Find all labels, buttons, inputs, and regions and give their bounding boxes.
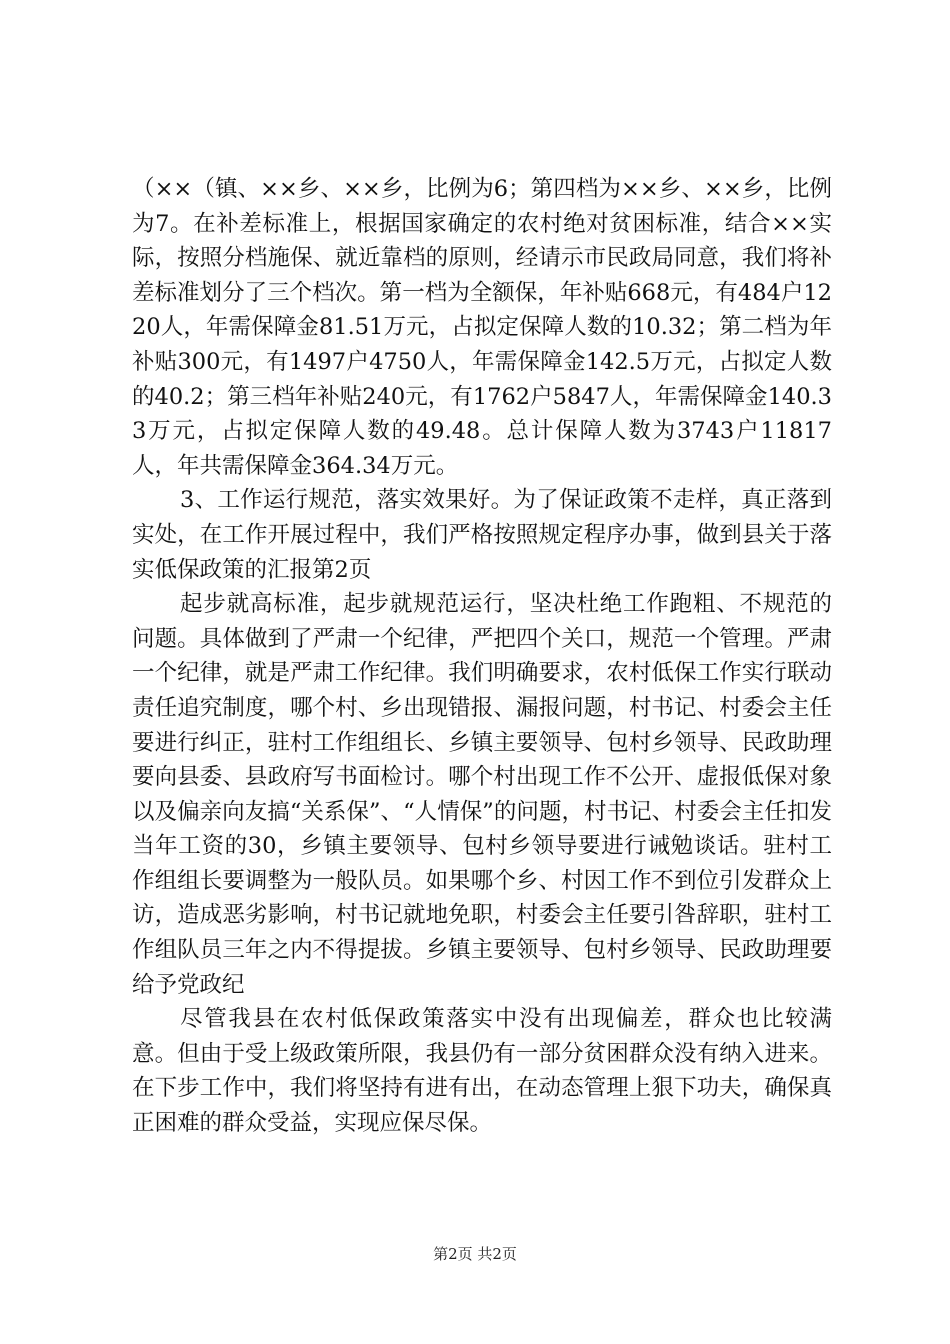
paragraph-1: （××（镇、××乡、××乡，比例为6；第四档为××乡、××乡，比例为7。在补差标准上，根据国家确定的农村绝对贫困标准，结合××实际，按照分档施保、就近靠档的原则，经请示市民政局同意，我们将补差标准划分了三个档次。第一档为全额保，年补贴668元，有484户1220人，年需保障金81.51万元，占拟定保障人数的10.32；第二档为年补贴300元，有1497户4750人，年需保障金142.5万元，占拟定人数的40.2；第三档年补贴240元，有1762户5847人，年需保障金140.33万元，占拟定保障人数的49.48。总计保障人数为3743户11817人，年共需保障金364.34万元。 [132, 176, 832, 479]
paragraph-4: 尽管我县在农村低保政策落实中没有出现偏差，群众也比较满意。但由于受上级政策所限，我县仍有一部分贫困群众没有纳入进来。在下步工作中，我们将坚持有进有出，在动态管理上狠下功夫，确保真正困难的群众受益，实现应保尽保。 [132, 1006, 832, 1137]
page-footer: 第2页 共2页 [433, 1245, 517, 1263]
paragraph-2: 3、工作运行规范，落实效果好。为了保证政策不走样，真正落到实处，在工作开展过程中，我们严格按照规定程序办事，做到县关于落实低保政策的汇报第2页 [132, 487, 832, 583]
document-body [132, 172, 832, 1141]
paragraph-3: 起步就高标准，起步就规范运行，坚决杜绝工作跑粗、不规范的问题。具体做到了严肃一个纪律，严把四个关口，规范一个管理。严肃一个纪律，就是严肃工作纪律。我们明确要求，农村低保工作实行联动责任追究制度，哪个村、乡出现错报、漏报问题，村书记、村委会主任要进行纠正，驻村工作组组长、乡镇主要领导、包村乡领导、民政助理要向县委、县政府写书面检讨。哪个村出现工作不公开、虚报低保对象以及偏亲向友搞“关系保”、“人情保”的问题，村书记、村委会主任扣发当年工资的30，乡镇主要领导、包村乡领导要进行诫勉谈话。驻村工作组组长要调整为一般队员。如果哪个乡、村因工作不到位引发群众上访，造成恶劣影响，村书记就地免职，村委会主任要引咎辞职，驻村工作组队员三年之内不得提拔。乡镇主要领导、包村乡领导、民政助理要给予党政纪 [132, 591, 832, 998]
